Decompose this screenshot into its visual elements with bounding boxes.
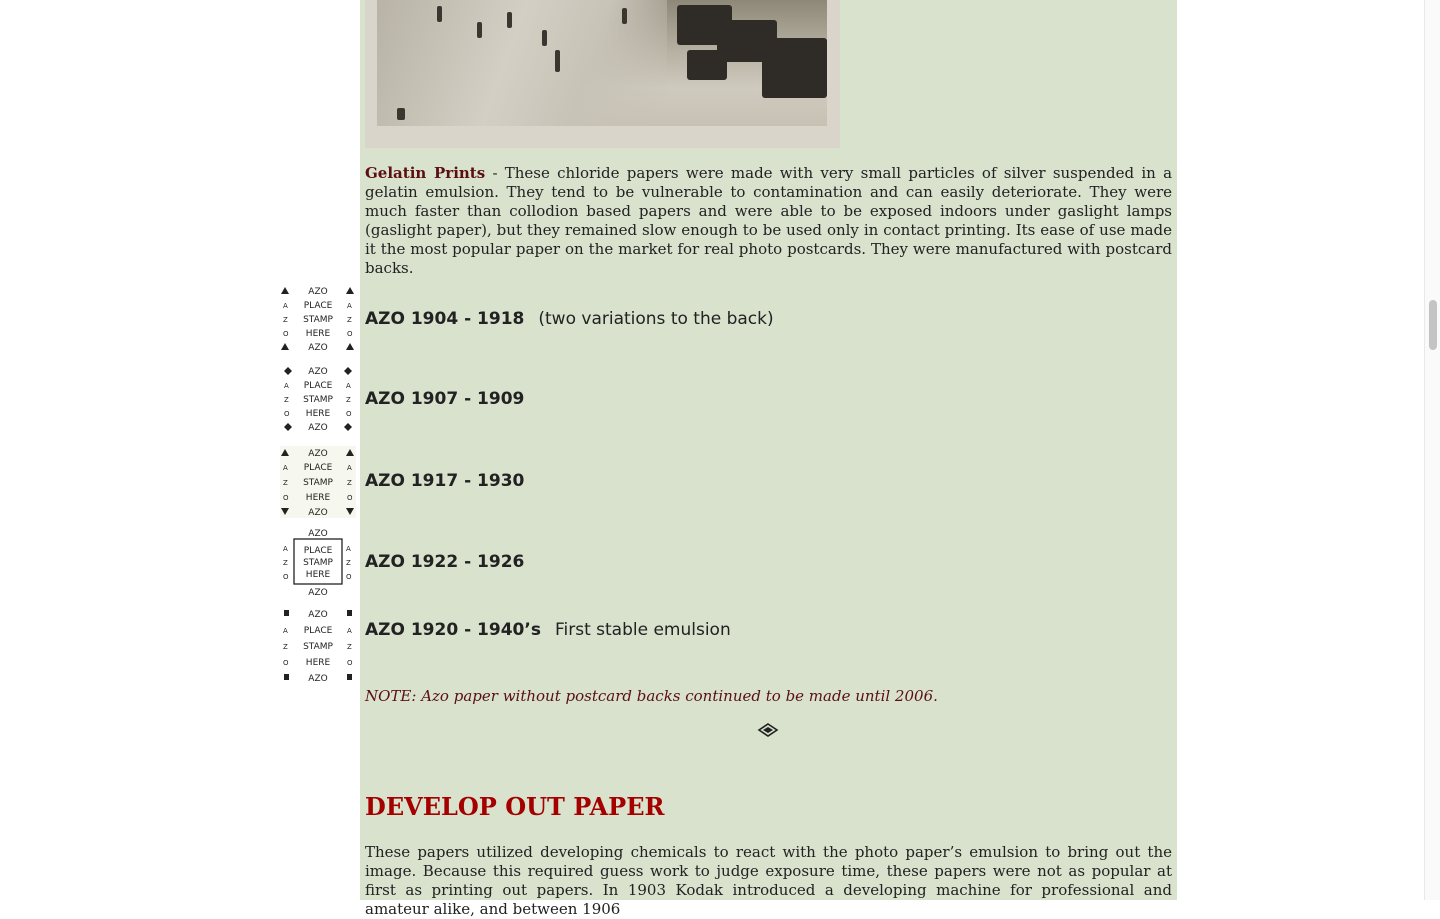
svg-text:O: O [284,410,290,418]
svg-text:O: O [347,659,353,667]
svg-text:Z: Z [283,479,288,487]
svg-text:O: O [283,330,289,338]
svg-text:A: A [347,302,352,310]
svg-text:A: A [283,464,288,472]
stamp-azo-bottom: AZO [308,423,328,433]
azo-note-line: NOTE: Azo paper without postcard backs continued to be made until 2006. [365,687,938,705]
azo-years: AZO 1904 - 1918 [365,309,525,329]
svg-text:O: O [347,494,353,502]
svg-text:A: A [284,382,289,390]
svg-text:A: A [347,627,352,635]
diamond-divider-icon [757,722,779,738]
stamp-stamp: STAMP [303,478,333,488]
azo-years: AZO 1922 - 1926 [365,552,525,572]
svg-text:A: A [283,545,288,553]
develop-out-paper-heading: DEVELOP OUT PAPER [365,792,665,821]
stamp-place: PLACE [303,463,333,473]
svg-text:A: A [283,627,288,635]
stamp-azo-bottom: AZO [308,588,328,597]
azo-item [365,620,731,640]
stamp-azo-bottom: AZO [308,674,328,683]
svg-text:Z: Z [283,316,288,324]
stamp-stamp: STAMP [303,558,333,568]
gelatin-body: - These chloride papers were made with very small particles of silver suspended in a gelatin emulsion. They tend to be vulnerable to contamination and can easily deteriorate. They were much faster than collodion based papers and were able to be exposed indoors under gaslight lamps (gaslight paper), but they remained slow enough to be used only in contact printing. Its ease of use made it the most popular paper on the market for real photo postcards. They were manufactured with postcard backs. [365,164,1173,277]
stamp-place: PLACE [303,546,333,556]
azo-item [365,389,524,409]
page-scrollbar[interactable] [1424,0,1440,900]
svg-text:O: O [346,573,352,581]
svg-text:A: A [346,545,351,553]
stamp-place: PLACE [303,381,333,391]
svg-text:A: A [347,464,352,472]
svg-text:Z: Z [346,559,351,567]
svg-text:Z: Z [346,396,351,404]
stamp-azo-bottom: AZO [308,343,328,353]
photo-image [377,0,827,126]
svg-text:O: O [347,330,353,338]
azo-item [365,309,774,329]
stamp-stamp: STAMP [303,642,333,652]
svg-text:O: O [283,573,289,581]
stamp-stamp: STAMP [303,395,333,405]
stamp-place: PLACE [303,626,333,636]
stamp-box-icon [280,527,356,597]
stamp-azo-top: AZO [308,287,328,297]
stamp-box-icon [280,446,356,518]
azo-note: (two variations to the back) [538,309,774,329]
svg-text:O: O [346,410,352,418]
svg-text:Z: Z [347,316,352,324]
stamp-box-icon [280,284,356,354]
svg-text:Z: Z [283,643,288,651]
azo-years: AZO 1920 - 1940’s [365,620,541,640]
scrollbar-thumb[interactable] [1429,300,1437,350]
stamp-here: HERE [305,329,331,339]
develop-paragraph: These papers utilized developing chemicals to react with the photo paper’s emulsion to bring out the image. Because this required guess work to judge exposure time, these papers were not as popular at first as printing out papers. In 1903 Kodak introduced a developing machine for professional and amateur alike, and between 1906 [365,843,1172,918]
gelatin-heading: Gelatin Prints [365,164,486,182]
azo-item [365,552,524,572]
stamp-here: HERE [305,493,331,503]
stamp-azo-top: AZO [308,367,328,377]
beach-photo [365,0,840,148]
stamp-here: HERE [305,658,331,668]
stamp-azo-top: AZO [308,529,328,539]
svg-text:O: O [283,659,289,667]
svg-text:A: A [346,382,351,390]
stamp-azo-bottom: AZO [308,508,328,518]
svg-text:Z: Z [284,396,289,404]
svg-text:O: O [283,494,289,502]
svg-text:Z: Z [347,643,352,651]
stamp-box-icon [280,364,356,434]
azo-item [365,471,524,491]
stamp-here: HERE [305,409,331,419]
stamp-azo-top: AZO [308,449,328,459]
stamp-here: HERE [305,570,331,580]
stamp-stamp: STAMP [303,315,333,325]
azo-note: First stable emulsion [554,620,731,640]
svg-text:Z: Z [347,479,352,487]
azo-years: AZO 1917 - 1930 [365,471,525,491]
stamp-azo-top: AZO [308,610,328,620]
stamp-place: PLACE [303,301,333,311]
azo-years: AZO 1907 - 1909 [365,389,525,409]
svg-text:Z: Z [283,559,288,567]
svg-text:A: A [283,302,288,310]
gelatin-paragraph [365,164,1172,278]
stamp-box-icon [280,607,356,683]
